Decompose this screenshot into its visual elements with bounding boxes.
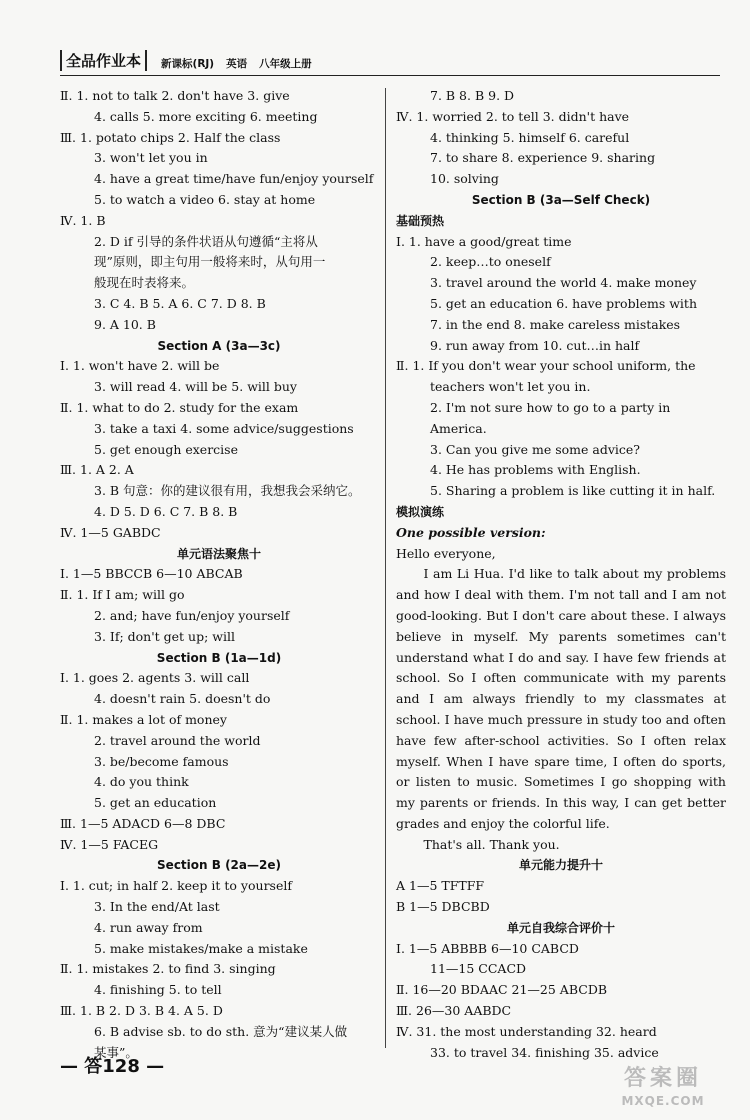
answer-line: 5. make mistakes/make a mistake <box>94 940 308 956</box>
answer-line: 单元语法聚焦十 <box>176 546 261 561</box>
answer-line: 2. I'm not sure how to go to a party in <box>430 399 671 415</box>
answer-line: 3. be/become famous <box>94 753 229 769</box>
answer-line: 4. thinking 5. himself 6. careful <box>430 129 630 145</box>
answer-line: 5. get enough exercise <box>94 441 238 457</box>
answer-line: 5. get an education 6. have problems with <box>430 295 697 311</box>
sample-essay: I am Li Hua. I'd like to talk about my problems and how I deal with them. I'm not tall and I am not good-looking. But I don't care about these. I always believe in myself. My parents sometimes can't understand what I do and say. I have few friends at school. So I often communicate with my parents and I am always friendly to my classmates at school. I have much pressure in study too and often have few after-school activities. So I often relax myself. When I have spare time, I often do sports, or listen to music. Sometimes I go shopping with my parents or friends. In this way, I can get better grades and enjoy the colorful life. <box>396 566 726 831</box>
answer-line: 4. D 5. D 6. C 7. B 8. B <box>94 503 238 519</box>
answer-line: Ⅱ. 16—20 BDAAC 21—25 ABCDB <box>396 982 608 998</box>
right-column <box>396 86 726 1063</box>
answer-line: 3. In the end/At last <box>94 899 220 915</box>
answer-line: 3. C 4. B 5. A 6. C 7. D 8. B <box>94 295 266 311</box>
answer-line: 5. Sharing a problem is like cutting it in half. <box>430 483 716 499</box>
answer-line: A 1—5 TFTFF <box>396 878 485 894</box>
watermark-line1: 答案圈 <box>623 1066 702 1091</box>
answer-line: 3. Can you give me some advice? <box>430 441 640 457</box>
answer-line: 3. travel around the world 4. make money <box>430 275 697 291</box>
right-answers-bottom <box>396 835 726 1064</box>
answer-line: Section B (2a—2e) <box>157 858 281 873</box>
answer-line: Ⅳ. 31. the most understanding 32. heard <box>396 1023 657 1039</box>
answer-line: Ⅱ. 1. not to talk 2. don't have 3. give <box>60 88 290 103</box>
answer-line: Ⅱ. 1. mistakes 2. to find 3. singing <box>60 961 276 977</box>
answer-line: 3. won't let you in <box>94 150 208 166</box>
answer-line: 7. B 8. B 9. D <box>430 88 515 103</box>
answer-line: 4. He has problems with English. <box>430 462 641 478</box>
answer-line: 单元能力提升十 <box>518 858 603 873</box>
answer-line: 4. do you think <box>94 774 189 790</box>
watermark-logo <box>588 1068 738 1116</box>
answer-line: 某事”。 <box>94 1044 138 1060</box>
answer-line: 6. B advise sb. to do sth. 意为“建议某人做 <box>94 1023 348 1039</box>
answer-line: teachers won't let you in. <box>430 379 591 395</box>
answer-line: 9. run away from 10. cut…in half <box>430 337 640 353</box>
answer-line: 2. travel around the world <box>94 732 261 748</box>
answer-line: 4. finishing 5. to tell <box>94 982 222 998</box>
answer-line: 基础预热 <box>396 213 445 228</box>
answer-line: Ⅰ. 1. goes 2. agents 3. will call <box>60 670 250 686</box>
series-label: 新课标(RJ) <box>161 58 215 70</box>
grade-label: 八年级上册 <box>259 58 312 70</box>
answer-line: Ⅱ. 1. If you don't wear your school uniform, the <box>396 358 696 374</box>
answer-line: Ⅲ. 1. A 2. A <box>60 462 134 478</box>
answer-line: 4. calls 5. more exciting 6. meeting <box>94 108 318 124</box>
subject-label: 英语 <box>226 58 248 70</box>
answer-line: Ⅰ. 1—5 BBCCB 6—10 ABCAB <box>60 566 243 582</box>
answer-line: 11—15 CCACD <box>430 961 527 977</box>
answer-line: Ⅰ. 1—5 ABBBB 6—10 CABCD <box>396 940 579 956</box>
answer-line: 单元自我综合评价十 <box>506 920 615 935</box>
answer-line: 10. solving <box>430 171 499 187</box>
answer-line: Ⅱ. 1. what to do 2. study for the exam <box>60 399 299 415</box>
answer-line: Ⅲ. 26—30 AABDC <box>396 1003 512 1019</box>
answer-line: 3. will read 4. will be 5. will buy <box>94 379 297 395</box>
brand-title: 全品作业本 <box>60 50 147 71</box>
answer-line: That's all. Thank you. <box>423 836 560 852</box>
answer-line: 7. to share 8. experience 9. sharing <box>430 150 656 166</box>
answer-line: Ⅳ. 1. B <box>60 212 106 228</box>
answer-line: 5. get an education <box>94 795 217 811</box>
answer-line: Hello everyone, <box>396 545 496 561</box>
answer-line: Ⅳ. 1. worried 2. to tell 3. didn't have <box>396 108 630 124</box>
answer-line: 4. run away from <box>94 919 203 935</box>
answer-line: 3. take a taxi 4. some advice/suggestions <box>94 420 354 436</box>
left-column <box>60 86 378 1063</box>
answer-line: 3. If; don't get up; will <box>94 628 235 644</box>
page-number: — 答128 — <box>60 1056 165 1077</box>
answer-line: Ⅲ. 1. B 2. D 3. B 4. A 5. D <box>60 1003 223 1019</box>
answer-line: 4. have a great time/have fun/enjoy yourself <box>94 171 374 187</box>
answer-line: 2. D if 引导的条件状语从句遵循“主将从 <box>94 233 318 249</box>
answer-line: 5. to watch a video 6. stay at home <box>94 191 316 207</box>
answer-line: 现”原则，即主句用一般将来时，从句用一 <box>94 254 326 270</box>
answer-line: Ⅰ. 1. won't have 2. will be <box>60 358 220 374</box>
answer-line: 9. A 10. B <box>94 316 156 332</box>
answer-line: 3. B 句意：你的建议很有用，我想我会采纳它。 <box>94 483 361 499</box>
answer-line: 2. and; have fun/enjoy yourself <box>94 607 290 623</box>
answer-line: Ⅰ. 1. have a good/great time <box>396 233 572 249</box>
answer-line: 7. in the end 8. make careless mistakes <box>430 316 681 332</box>
column-divider <box>385 88 386 1048</box>
answer-line: America. <box>430 420 487 436</box>
answer-line: Section A (3a—3c) <box>157 338 281 353</box>
answer-line: Ⅲ. 1—5 ADACD 6—8 DBC <box>60 815 226 831</box>
answer-line: Ⅱ. 1. makes a lot of money <box>60 711 227 727</box>
answer-line: 4. doesn't rain 5. doesn't do <box>94 691 271 707</box>
answer-line: 33. to travel 34. finishing 35. advice <box>430 1044 659 1060</box>
answer-line: 模拟演练 <box>396 504 445 519</box>
answer-line: One possible version: <box>396 524 546 540</box>
answer-line: 2. keep…to oneself <box>430 254 551 270</box>
answer-line: Ⅰ. 1. cut; in half 2. keep it to yourself <box>60 878 292 894</box>
page-header <box>60 48 720 76</box>
answer-line: Ⅳ. 1—5 FACEG <box>60 836 159 852</box>
answer-line: Section B (1a—1d) <box>156 650 282 665</box>
answer-line: Section B (3a—Self Check) <box>471 192 651 207</box>
answer-line: Ⅳ. 1—5 GABDC <box>60 524 161 540</box>
answer-line: Ⅱ. 1. If I am; will go <box>60 587 185 603</box>
right-answers-top <box>396 86 726 564</box>
answer-line: B 1—5 DBCBD <box>396 899 490 915</box>
answer-line: 般现在时表将来。 <box>94 275 195 291</box>
answer-line: Ⅲ. 1. potato chips 2. Half the class <box>60 129 281 145</box>
watermark-line2: MXQE.COM <box>621 1094 705 1108</box>
